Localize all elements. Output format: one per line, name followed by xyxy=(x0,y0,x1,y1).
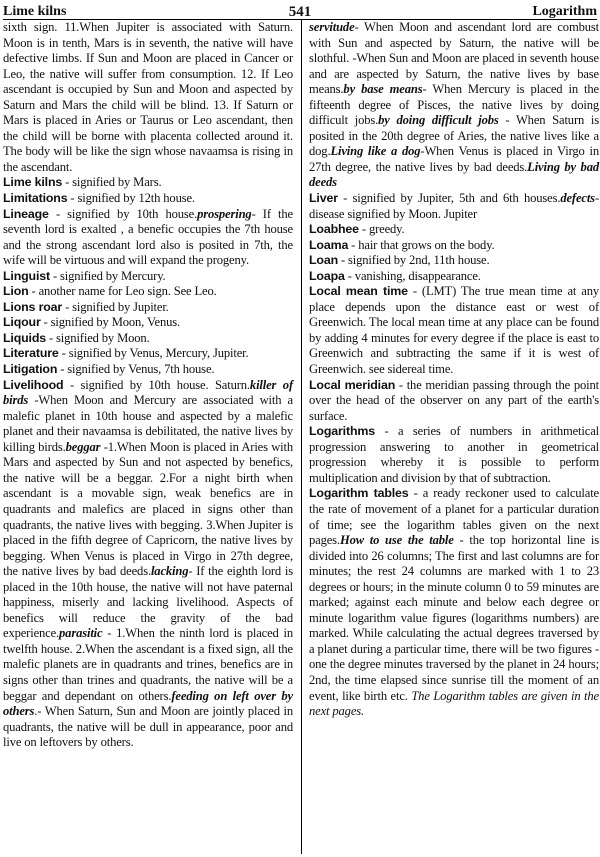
entry-text: - another name for Leo sign. See Leo. xyxy=(28,284,217,299)
entry-term: Loan xyxy=(309,253,338,268)
entry-text: - If the seventh lord is exalted , a benefic occupies the 7th house and the strong ascendant lord also is posited in 7th, the wife will be virtuous and will expand the progeny. xyxy=(3,206,293,268)
entry-text: - signified by Mars. xyxy=(62,175,162,190)
entry-term: Liver xyxy=(309,191,338,206)
subentry-term: by doing difficult jobs xyxy=(378,113,499,128)
subentry-term: lacking xyxy=(150,564,189,579)
entry-text: - When Saturn is posited in the 20th degree of Aries, the native lives like a dog. xyxy=(309,113,599,159)
subentry-term: defects xyxy=(560,191,595,206)
entry-text: -When Venus is placed in Virgo in 27th degree, the native lives by bad deeds. xyxy=(309,144,599,174)
entry-limitations xyxy=(3,191,293,207)
entry-text: - hair that grows on the body. xyxy=(348,237,495,252)
subentry-term: killer of birds xyxy=(3,377,293,408)
entry-loabhee xyxy=(309,222,599,238)
entry-lions-roar xyxy=(3,300,293,316)
running-head-left: Lime kilns xyxy=(3,4,67,19)
entry-cont xyxy=(3,20,293,175)
entry-text: - signified by Venus, 7th house. xyxy=(57,362,215,377)
entry-term: Logarithm tables xyxy=(309,486,409,501)
entry-lineage xyxy=(3,207,293,269)
entry-term: Lion xyxy=(3,284,29,299)
entry-literature xyxy=(3,346,293,362)
entry-text: - signified by Venus, Mercury, Jupiter. xyxy=(58,346,249,361)
subentry-term: parasitic xyxy=(59,626,103,641)
entry-local-mean-time xyxy=(309,284,599,377)
entry-text: - vanishing, disappearance. xyxy=(344,268,481,283)
entry-text: - signified by Jupiter. xyxy=(62,299,169,314)
entry-term: Livelihood xyxy=(3,377,64,392)
entry-term: Loapa xyxy=(309,268,345,283)
subentry-term: by base means xyxy=(343,82,423,97)
entry-loan xyxy=(309,253,599,269)
subentry-term: beggar xyxy=(65,439,101,454)
entry-text: - a series of numbers in arithmetical progression answering to another in geometrical progression whereby it is possible to perform multiplication and division by that of subtraction. xyxy=(309,424,599,485)
entry-loama xyxy=(309,238,599,254)
entry-text: - signified by 2nd, 11th house. xyxy=(338,253,490,268)
entry-liquids xyxy=(3,331,293,347)
entry-term: Linguist xyxy=(3,268,50,283)
subentry-term: prospering xyxy=(197,206,252,221)
subentry-term: Living by bad deeds xyxy=(309,159,599,190)
entry-text: - the meridian passing through the point over the head of the observer on any part of the earth's surface. xyxy=(309,377,599,423)
left-column xyxy=(3,20,293,751)
entry-litigation xyxy=(3,362,293,378)
entry-term: Liqour xyxy=(3,315,41,330)
entry-liver xyxy=(309,191,599,222)
entry-text: - signified by Jupiter, 5th and 6th houses. xyxy=(337,191,561,206)
subentry-term: feeding on left over by others xyxy=(3,688,293,719)
entry-term: Loabhee xyxy=(309,222,359,237)
entry-text: -When Sun and Moon are placed in seventh house and are aspected by Saturn, the native lives by base means. xyxy=(309,51,599,97)
entry-term: Loama xyxy=(309,237,349,252)
entry-text: - When Moon and ascendant lord are combust with Sun and aspected by Saturn, the native will be slothful. xyxy=(309,20,599,66)
subentry-term: servitude xyxy=(309,20,355,34)
entry-term: Lions roar xyxy=(3,299,63,314)
entry-servitude xyxy=(309,20,599,191)
entry-logarithms xyxy=(309,424,599,486)
entry-logarithm-tables xyxy=(309,486,599,719)
entry-text: - a ready reckoner used to calculate the rate of movement of a planet for a particular duration of time; see the logarithm tables given on the next pages. xyxy=(309,486,599,548)
entry-term: Limitations xyxy=(3,191,68,206)
subentry-term: How to use the table xyxy=(339,533,454,548)
entry-text: - greedy. xyxy=(358,222,405,237)
running-head-right: Logarithm xyxy=(532,4,597,19)
entry-lion xyxy=(3,284,293,300)
entry-text: -When Moon and Mercury are associated with a malefic planet in 10th house and aspected by a malefic planet and their navaamsa is debilitated, the native lives by killing birds. xyxy=(3,393,293,454)
entry-text: - signified by 10th house. xyxy=(48,206,198,221)
entry-local-meridian xyxy=(309,378,599,425)
entry-text: - When Mercury is placed in the fifteenth degree of Pisces, the native lives by doing difficult jobs. xyxy=(309,82,599,128)
page-header xyxy=(3,0,597,20)
entry-note: The Logarithm tables are given in the next pages. xyxy=(309,688,599,719)
entry-term: Lime kilns xyxy=(3,175,63,190)
entry-text: sixth sign. 11.When Jupiter is associated with Saturn. Moon is in tenth, Mars is in seventh, the native will have defective limbs. If Sun and Moon are placed in Cancer or Leo, the native will suffer from consumption. 12. If Leo ascendant is occupied by Sun and Moon and aspected by Saturn and Mars the child will be blind. 13. If Saturn or Mars is placed in Aries or Taurus or Leo ascendant, then the child will be borne with placenta collected around it. The body will be like the sign whose navaamsa is rising in the ascendant. xyxy=(3,20,293,174)
entry-term: Lineage xyxy=(3,206,49,221)
entry-text: .- When Saturn, Sun and Moon are jointly placed in quadrants, the native will be dull in appearance, poor and live on leftovers by others. xyxy=(3,704,293,750)
entry-text: - signified by Moon, Venus. xyxy=(40,315,180,330)
entry-lime-kilns xyxy=(3,175,293,191)
entry-text: - signified by Moon. xyxy=(46,330,150,345)
entry-term: Liquids xyxy=(3,330,47,345)
column-divider xyxy=(301,20,302,854)
entry-text: - signified by 10th house. Saturn. xyxy=(63,377,250,392)
entry-text: - the top horizontal line is divided into 26 columns; The first and last columns are for minutes; the rest 24 columns are marked with 1 to 23 degrees or hours; in the minute column 0 to 59 minutes are marked; against each minute and below each degree or minute logarithm value figures (logarithms numbers) are marked. While calculating the actual degrees traversed by a planet during a particular time, there will be two figures - one the degree minutes traversed by the planet in 24 hours; 2nd, the time elapsed since sunrise till the moment of an event, like birth etc. xyxy=(309,533,599,703)
entry-term: Local mean time xyxy=(309,284,408,299)
entry-livelihood xyxy=(3,378,293,751)
entry-text: - disease signified by Moon. Jupiter xyxy=(309,191,599,221)
subentry-term: Living like a dog xyxy=(330,144,421,159)
entry-text: - (LMT) The true mean time at any place depends upon the distance east or west of Greenwich. The local mean time at any place can be found by adding 4 minutes for every degree if the place is east to Greenwich and subtracting the same if it is west of Greenwich. see sidereal time. xyxy=(309,284,599,377)
entry-term: Local meridian xyxy=(309,377,396,392)
entry-text: - signified by 12th house. xyxy=(67,191,195,206)
entry-loapa xyxy=(309,269,599,285)
entry-text: - signified by Mercury. xyxy=(49,268,166,283)
entry-text: -1.When Moon is placed in Aries with Mars and aspected by Sun and not aspected by benefics, the native will be a beggar. 2.For a night birth when ascendant is a movable sign, weak benefics are in quadrants and malefics are placed in signs other than quadrants, the native lives with begging. 3.When Jupiter is placed in the fifth degree of Capricorn, the native lives by begging. When Venus is placed in Virgo in 27th degree, the native lives by bad deeds. xyxy=(3,439,293,579)
right-column xyxy=(309,20,599,720)
entry-term: Litigation xyxy=(3,362,58,377)
page-number: 541 xyxy=(288,4,312,20)
entry-liqour xyxy=(3,315,293,331)
entry-linguist xyxy=(3,269,293,285)
entry-term: Logarithms xyxy=(309,424,375,439)
entry-term: Literature xyxy=(3,346,59,361)
entry-text: - If the eighth lord is placed in the 10th house, the native will not have paternal happiness, miserly and lacking livelihood. Aspects of benefics will reduce the gravity of the bad experience. xyxy=(3,564,293,641)
entry-text: - 1.When the ninth lord is placed in twelfth house. 2.When the ascendant is a fixed sign, all the malefic planets are in quadrants and trines, benefics are in signs other than trines and quadrants, the native will be a beggar and dependant on others. xyxy=(3,626,293,703)
